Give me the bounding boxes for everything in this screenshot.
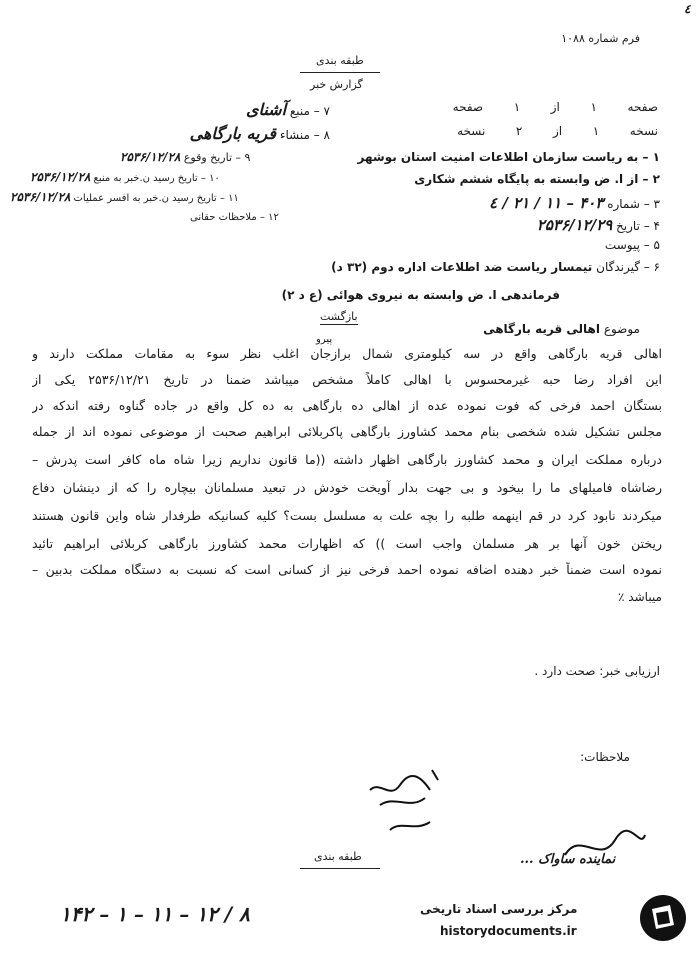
field-number-value: ۴۰۳ – ۱۱ / ۲۱ / ٤ [489, 194, 604, 212]
corner-mark: ٤ [684, 2, 691, 16]
signature-text: نماینده ساواک ... [520, 852, 616, 867]
field-remarks-truth-label: ۱۲ – ملاحظات حقانی [190, 212, 279, 223]
subject-value: اهالی قریه بارگاهی [483, 322, 600, 336]
copy-label2: نسخه [457, 124, 486, 138]
body-line: اهالی قریه بارگاهی واقع در سه کیلومتری شمال برازجان اغلب نظر سوء به مقامات مملکت دارند و [32, 346, 662, 361]
copy-info-row [457, 124, 658, 138]
classification-top-rule [300, 72, 380, 73]
signature-icon [560, 820, 650, 870]
subject-row [483, 322, 640, 336]
field-recipients [331, 260, 660, 274]
watermark-title: مرکز بررسی اسناد تاریخی [420, 902, 578, 916]
field-source-receipt-date [30, 170, 220, 184]
copy-total: ۲ [515, 124, 523, 138]
copy-label: نسخه [629, 124, 658, 138]
field-date [537, 216, 660, 234]
field-source-receipt-date-value: ۲۵۳۶/۱۲/۲۸ [30, 170, 91, 184]
recipients-line2: فرماندهی ا. ض وابسته به نیروی هوائی (ع د ۲) [281, 288, 560, 302]
field-number-label: ۳ – شماره [607, 197, 660, 211]
body-line: رضاشاه فامیلهای ما را بیخود و بی جهت بدار آویخت خودش در تبعید مسلمانان بیچاره را که از دینشان دفاع [32, 480, 662, 495]
field-source [130, 100, 330, 119]
form-number: فرم شماره ۱۰۸۸ [561, 32, 640, 45]
body-line: بستگان احمد فرخی که فوت نموده عده از اهالی ده بارگاهی به ده کل واقع در جاده گناوه رفته اندکه در [32, 398, 662, 413]
field-recipients-value: تیمسار ریاست ضد اطلاعات اداره دوم (۳۲ د) [331, 260, 593, 274]
field-officer-receipt-date-value: ۲۵۳۶/۱۲/۲۸ [10, 190, 71, 204]
field-number [489, 194, 660, 212]
field-to: ۱ – به ریاست سازمان اطلاعات امنیت استان بوشهر [357, 150, 660, 164]
body-line: میکردند نابود کرد در قم اینهمه طلبه را بچه علت به مسلسل بست؟ کلیه کسانیکه طرفدار شاه واین قانون هستند [32, 508, 662, 523]
field-date-value: ۲۵۳۶/۱۲/۲۹ [536, 216, 613, 234]
body-line: ریختن خون آنها بر هر مسلمان واجب است )) که اظهارات محمد کشاورز بارگاهی کربلائی ابراهیم تائید [32, 536, 662, 551]
page-value: ۱ [590, 100, 597, 114]
classification-bottom: طبقه بندی [314, 850, 362, 863]
watermark-url: historydocuments.ir [440, 924, 577, 938]
classification-bottom-rule [300, 868, 380, 869]
page-of: از [550, 100, 560, 114]
copy-of: از [552, 124, 563, 138]
field-origin-label: ۸ – منشاء [279, 128, 330, 142]
field-recipients-label: ۶ – گیرندگان [596, 260, 660, 274]
body-line: مجلس تشکیل شده شخصی بنام محمد کشاورز بارگاهی پاکربلائی ابراهیم صحبت از موضوعی نموده اند از جمله [32, 424, 662, 439]
field-origin [130, 124, 330, 143]
body-line: این افراد رضا حبه غیرمحسوس با اهالی کاملاً مشخص میباشد ضمنا در تاریخ ۲۵۳۶/۱۲/۲۱ یکی از [32, 372, 662, 387]
body-line: نموده است ضمناً خبر دهنده اضافه نموده احمد فرخی نیز از کسانی است که نسبت به دستگاه مملکت بدبین – [32, 562, 662, 577]
copy-value: ۱ [592, 124, 600, 138]
remarks-label: ملاحظات: [580, 750, 630, 764]
report-type: گزارش خبر [310, 78, 363, 91]
watermark-logo-icon [640, 895, 686, 941]
field-officer-receipt-date [10, 190, 239, 204]
page-total: ۱ [513, 100, 521, 114]
subject-label: موضوع [603, 322, 640, 336]
assessment: ارزیابی خبر: صحت دارد . [534, 664, 660, 678]
field-source-receipt-date-label: ۱۰ – تاریخ رسید ن.خبر به منبع [93, 173, 220, 184]
field-occurrence-date-label: ۹ – تاریخ وقوع [183, 151, 251, 164]
field-source-label: ۷ – منبع [289, 104, 330, 118]
body-line-last: میباشد ٪ [618, 590, 662, 604]
page-label: صفحه [627, 100, 658, 114]
field-officer-receipt-date-label: ۱۱ – تاریخ رسید ن.خبر به افسر عملیات [73, 193, 239, 204]
page-info-row [453, 100, 658, 114]
field-occurrence-date-value: ۲۵۳۶/۱۲/۲۸ [120, 150, 181, 164]
field-origin-value: قریه بارگاهی [189, 124, 277, 143]
subject-stamp: بازگشت [320, 310, 358, 323]
field-remarks-truth [190, 212, 279, 223]
handwritten-initials-icon [360, 760, 450, 840]
field-attachment: ۵ – پیوست [604, 238, 660, 252]
classification-top: طبقه بندی [316, 54, 364, 67]
body-line: درباره مملکت ایران و محمد کشاورز بارگاهی اظهار داشته ((ما قانون نداریم زیرا شاه ماه کافر است پدرش – [32, 452, 662, 467]
field-date-label: ۴ – تاریخ [616, 219, 660, 233]
field-from: ۲ – از ا. ض وابسته به پایگاه ششم شکاری [414, 172, 660, 186]
subject-stamp-2: پیرو [316, 334, 333, 345]
field-occurrence-date [120, 150, 250, 164]
page-label2: صفحه [452, 100, 484, 114]
field-source-value: آشنای [245, 100, 287, 119]
archive-number: ۱۴۲ – ۱ – ۱۱ – ۱۲ / ۸ [60, 902, 250, 926]
